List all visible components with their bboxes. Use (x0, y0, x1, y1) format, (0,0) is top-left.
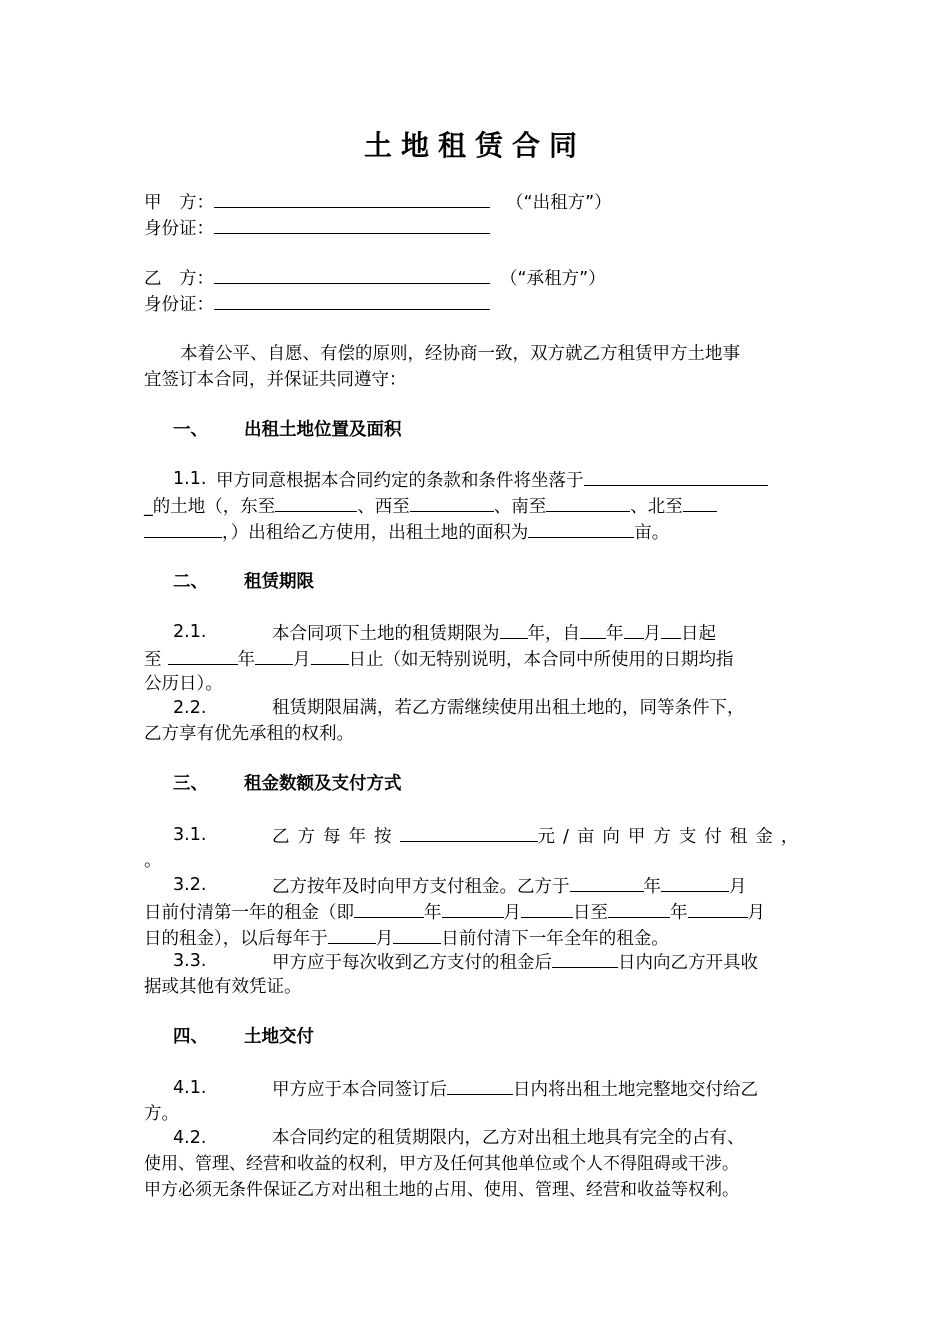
clause-1-1-number: 1.1. (173, 469, 207, 489)
section-1-title: 出租土地位置及面积 (244, 420, 402, 440)
party-b-role: （“承租方”） (500, 269, 606, 289)
clause-4-1-line-1: 甲方应于本合同签订后 日内将出租土地完整地交付给乙 (272, 1075, 758, 1103)
clause-4-2-line-3: 甲方必须无条件保证乙方对出租土地的占用、使用、管理、经营和收益等权利。 (144, 1180, 739, 1200)
location-blank-2[interactable] (680, 466, 768, 486)
party-b-line (144, 264, 606, 292)
clause-2-1-line-1: 本合同项下土地的租赁期限为 年，自 年 月 日起 (272, 619, 716, 647)
section-3-title: 租金数额及支付方式 (244, 774, 402, 794)
first-pay-month-blank[interactable] (661, 872, 729, 892)
party-b-id-line (144, 290, 490, 318)
clause-3-1-number: 3.1. (173, 825, 207, 845)
clause-4-1-line-2: 方。 (144, 1104, 179, 1124)
clause-1-1-line-1: 甲方同意根据本合同约定的条款和条件将坐落于 (216, 466, 768, 494)
period-start-month-blank[interactable] (442, 898, 504, 918)
party-a-role: （“出租方”） (506, 193, 612, 213)
section-2-number: 二、 (173, 572, 208, 592)
clause-3-2-line-1: 乙方按年及时向甲方支付租金。乙方于 年 月 (272, 872, 747, 900)
clause-3-3-number: 3.3. (173, 951, 207, 971)
period-start-year-blank[interactable] (354, 898, 424, 918)
party-a-line (144, 188, 612, 216)
north-boundary-blank[interactable] (683, 492, 717, 512)
clause-2-2-number: 2.2. (173, 698, 207, 718)
party-b-id-label: 身份证： (144, 295, 214, 315)
party-a-name-blank[interactable] (214, 188, 490, 208)
party-a-id-label: 身份证： (144, 219, 214, 239)
clause-3-3-line-1: 甲方应于每次收到乙方支付的租金后 日内向乙方开具收 (272, 948, 758, 976)
period-start-day-blank[interactable] (521, 898, 573, 918)
end-day-blank[interactable] (311, 645, 349, 665)
section-4-title: 土地交付 (244, 1027, 314, 1047)
location-blank-1[interactable] (584, 466, 680, 486)
clause-4-2-line-2: 使用、管理、经营和收益的权利，甲方及任何其他单位或个人不得阻碍或干涉。 (144, 1154, 739, 1174)
south-boundary-blank[interactable] (546, 492, 630, 512)
clause-3-3-line-2: 据或其他有效凭证。 (144, 977, 302, 997)
section-2-title: 租赁期限 (244, 572, 314, 592)
party-b-id-blank[interactable] (214, 290, 490, 310)
end-month-blank[interactable] (255, 645, 293, 665)
clause-2-1-line-2: 至 年 月 日止（如无特别说明，本合同中所使用的日期均指 (144, 645, 734, 673)
period-end-month-blank[interactable] (688, 898, 748, 918)
clause-3-1-line-2: 。 (144, 851, 162, 871)
clause-3-2-line-2: 日前付清第一年的租金（即 年 月 日至 年 月 (144, 898, 765, 926)
section-4-number: 四、 (173, 1027, 208, 1047)
start-year-blank[interactable] (580, 619, 606, 639)
clause-4-2-number: 4.2. (173, 1128, 207, 1148)
party-a-id-blank[interactable] (214, 214, 490, 234)
party-b-name-blank[interactable] (214, 264, 490, 284)
intro-line-2: 宜签订本合同，并保证共同遵守： (144, 370, 407, 390)
area-blank[interactable] (528, 518, 634, 538)
section-1-number: 一、 (173, 420, 208, 440)
clause-2-2-line-1: 租赁期限届满，若乙方需继续使用出租土地的，同等条件下， (272, 698, 745, 718)
annual-pay-month-blank[interactable] (328, 924, 376, 944)
clause-2-1-line-3: 公历日）。 (144, 674, 223, 694)
clause-3-2-line-3: 日的租金），以后每年于 月 日前付清下一年全年的租金。 (144, 924, 669, 952)
period-end-year-blank[interactable] (608, 898, 670, 918)
party-a-id-line (144, 214, 490, 242)
first-pay-year-blank[interactable] (570, 872, 644, 892)
clause-4-1-number: 4.1. (173, 1078, 207, 1098)
intro-line-1: 本着公平、自愿、有偿的原则，经协商一致，双方就乙方租赁甲方土地事 (180, 344, 740, 364)
section-3-number: 三、 (173, 774, 208, 794)
start-day-blank[interactable] (661, 619, 681, 639)
clause-2-1-number: 2.1. (173, 622, 207, 642)
clause-4-2-line-1: 本合同约定的租赁期限内，乙方对出租土地具有完全的占有、 (272, 1128, 745, 1148)
party-b-label: 乙 方： (144, 269, 214, 289)
end-year-blank[interactable] (168, 645, 238, 665)
clause-1-1-line-2: _的土地（，东至 、西至 、南至 、北至 (144, 492, 717, 520)
delivery-days-blank[interactable] (447, 1075, 513, 1095)
party-a-label: 甲 方： (144, 193, 214, 213)
west-boundary-blank[interactable] (410, 492, 494, 512)
document-title: 土地租赁合同 (363, 129, 586, 162)
clause-3-2-number: 3.2. (173, 875, 207, 895)
receipt-days-blank[interactable] (552, 948, 618, 968)
rent-amount-blank[interactable] (400, 822, 538, 842)
clause-2-2-line-2: 乙方享有优先承租的权利。 (144, 724, 354, 744)
annual-pay-day-blank[interactable] (393, 924, 441, 944)
clause-3-1-line-1: 乙方每年按 元/亩向甲方支付租金， (272, 822, 806, 850)
east-boundary-blank[interactable] (275, 492, 357, 512)
north-boundary-blank-cont[interactable] (144, 518, 222, 538)
term-years-blank[interactable] (500, 619, 528, 639)
start-month-blank[interactable] (624, 619, 644, 639)
clause-1-1-line-3: ，）出租给乙方使用，出租土地的面积为 亩。 (144, 518, 669, 546)
